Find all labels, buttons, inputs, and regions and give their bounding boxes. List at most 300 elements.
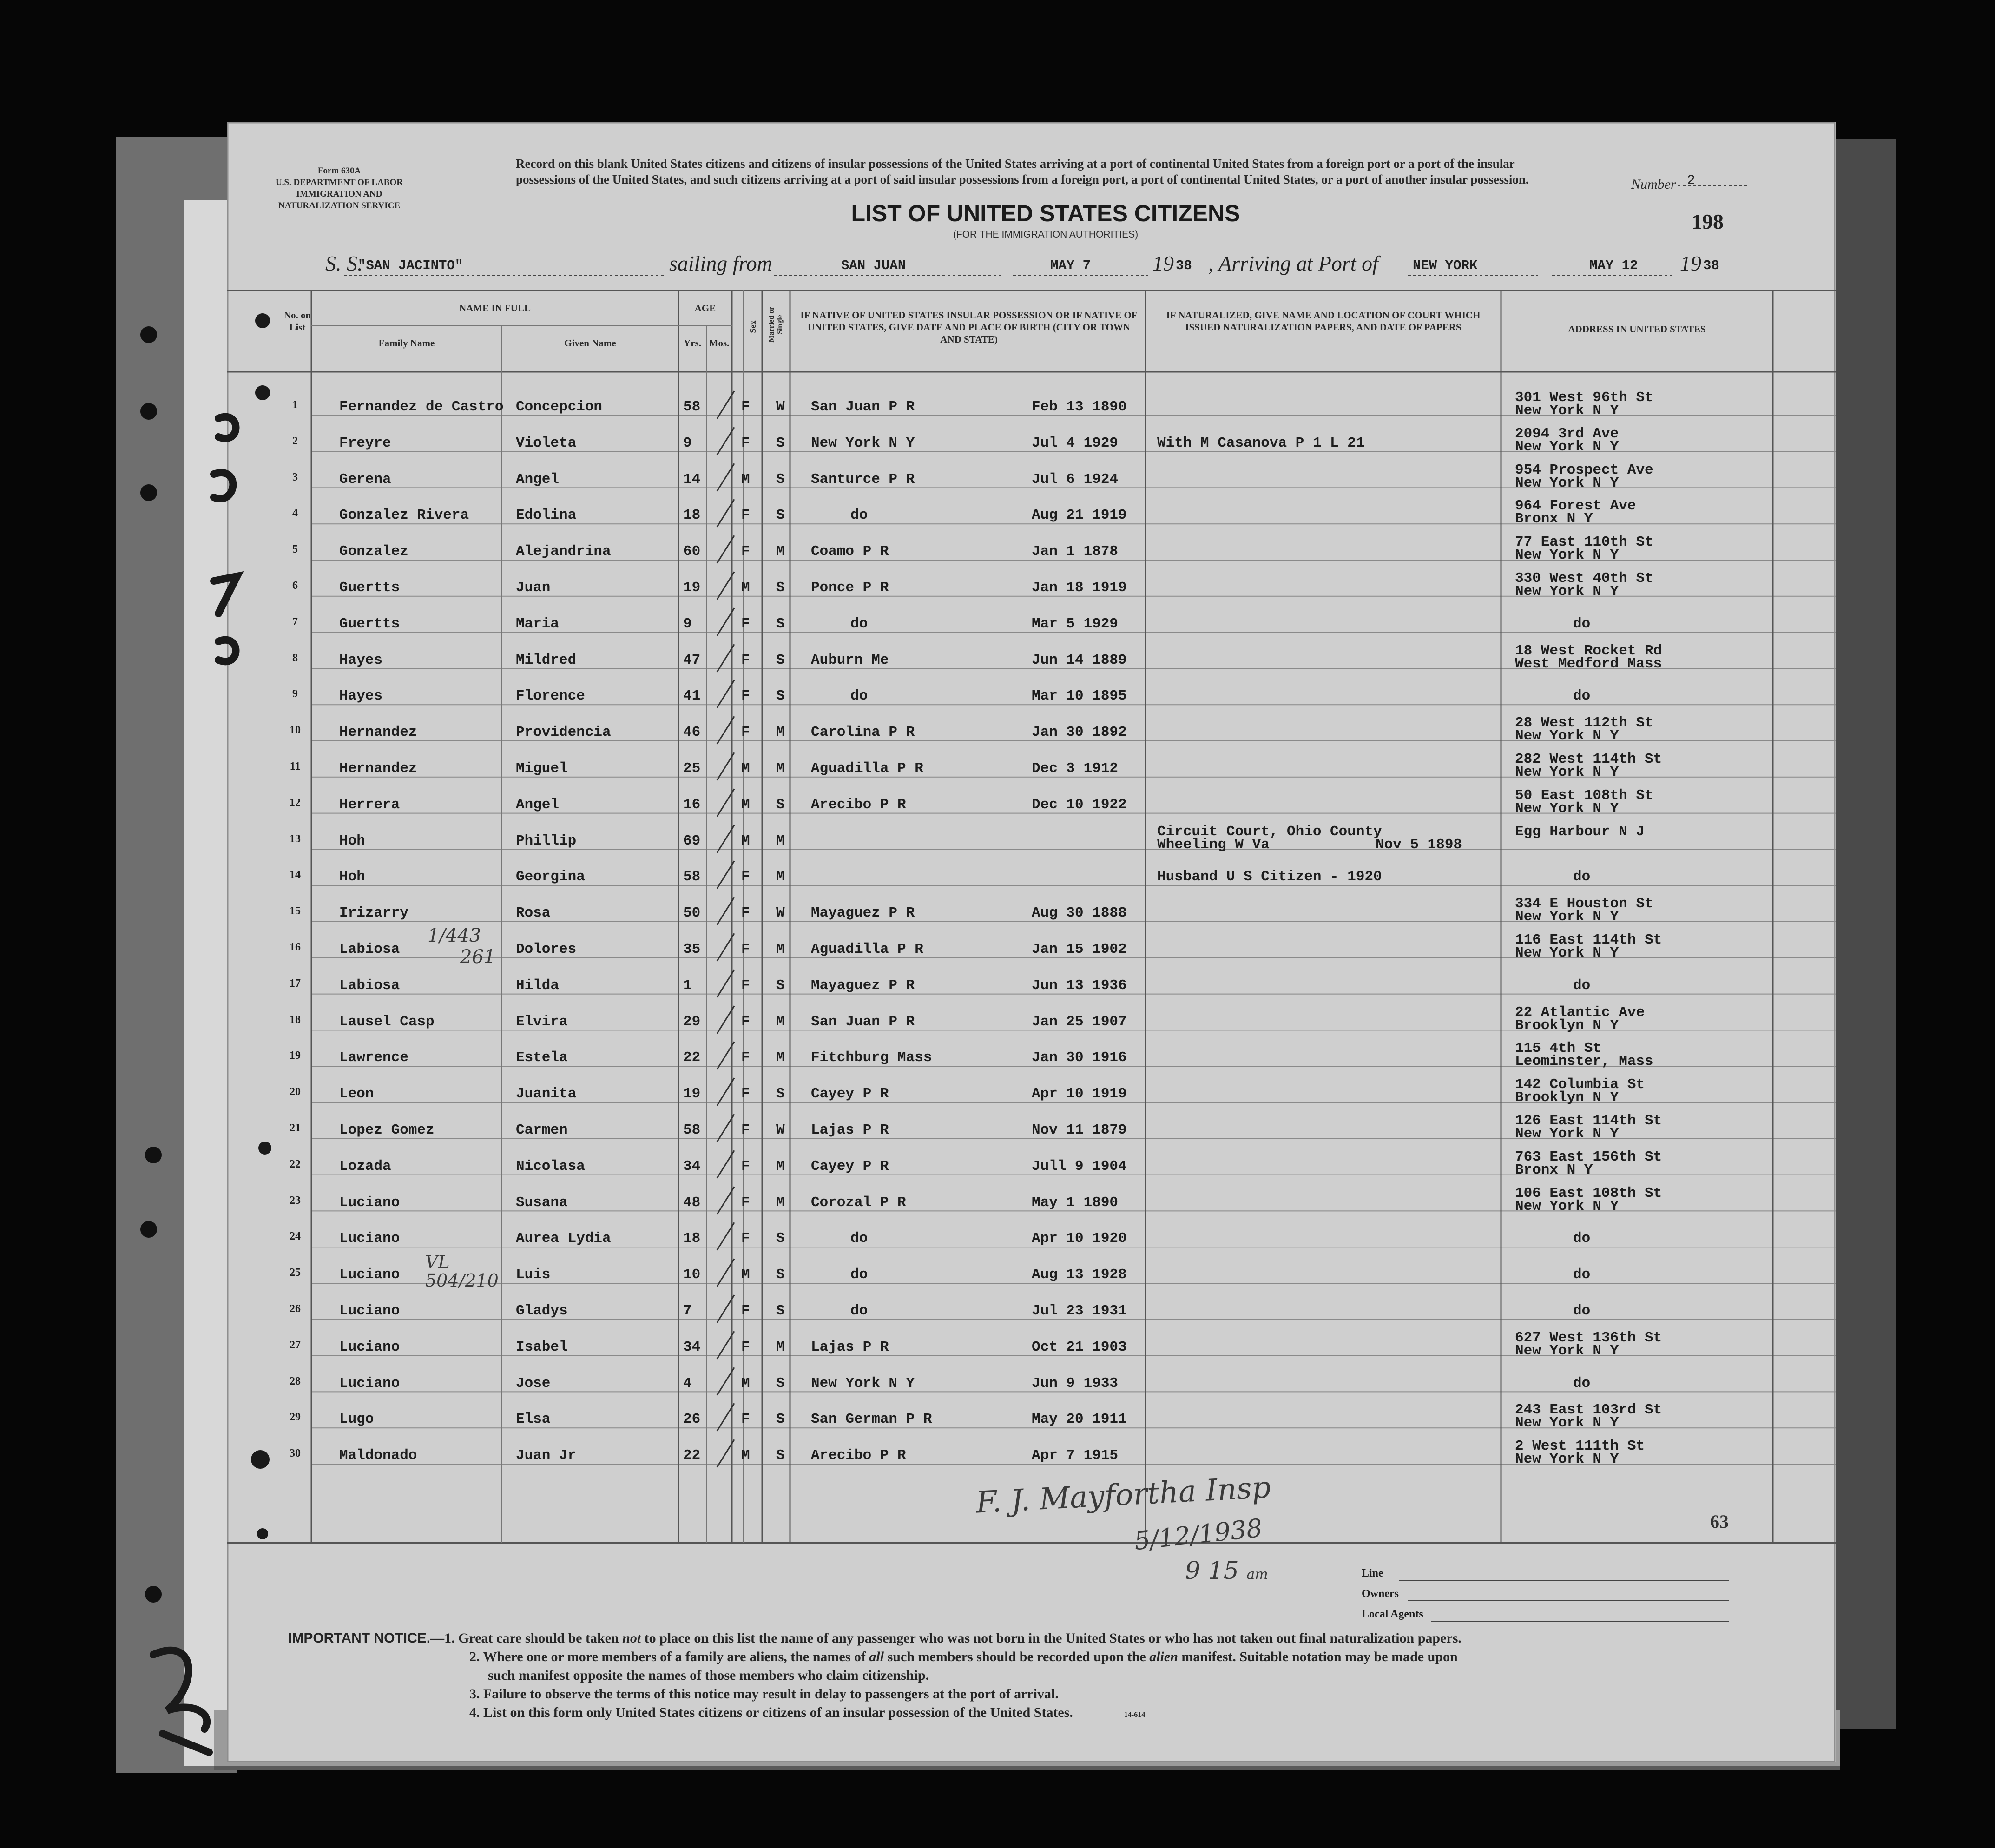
cell-marital-status: S [776,688,785,705]
cell-sex: F [741,1122,750,1138]
cell-sex: F [741,1339,750,1355]
cell-given-name: Angel [516,796,560,813]
cell-row-number: 27 [290,1339,301,1351]
cell-birth-place: San Juan P R [811,399,915,415]
cell-age-years: 58 [683,399,701,415]
cell-marital-status: S [776,471,785,488]
col-header-birth: IF NATIVE OF UNITED STATES INSULAR POSSESSION OR IF NATIVE OF UNITED STATES, GIVE DATE AND PLACE OF BIRTH (CITY OR TOWN AND STATE) [800,310,1138,345]
col-header-age: AGE [694,303,716,314]
cell-birth-date: May 1 1890 [1032,1194,1119,1211]
cell-age-years: 69 [683,832,701,849]
cell-age-years: 29 [683,1013,701,1030]
cell-birth-date: Jun 14 1889 [1032,652,1127,668]
arrival-port: NEW YORK [1413,258,1478,273]
cell-family-name: Guertts [339,580,400,596]
cell-marital-status: S [776,1267,785,1283]
cell-address-line-2: Leominster, Mass [1515,1053,1653,1070]
cell-birth-date: Jul 6 1924 [1032,471,1119,488]
cell-given-name: Isabel [516,1339,568,1355]
cell-family-name: Luciano [339,1303,400,1319]
cell-address-line-2: New York N Y [1515,1451,1619,1468]
cell-family-name: Hernandez [339,760,417,777]
cell-family-name: Luciano [339,1194,400,1211]
cell-naturalization-location: Wheeling W Va [1157,836,1270,853]
notice-item-2-b: such members should be recorded upon the [884,1649,1150,1664]
cell-birth-date: Jul 23 1931 [1032,1303,1127,1319]
notice-item-3: 3. Failure to observe the terms of this notice may result in delay to passengers at the port of arrival. [469,1686,1059,1702]
cell-birth-place: do [850,1303,868,1319]
cell-birth-place: Santurce P R [811,471,915,488]
cell-row-number: 18 [290,1013,301,1026]
cell-birth-date: Aug 21 1919 [1032,507,1127,524]
cell-birth-place: Mayaguez P R [811,905,915,922]
cell-address-line-1: 763 East 156th St [1515,1148,1662,1165]
cell-address-line-1: 106 East 108th St [1515,1185,1662,1201]
col-header-no: No. on List [283,310,311,333]
department-name: U.S. DEPARTMENT OF LABOR [276,178,403,187]
cell-address-line-1: 954 Prospect Ave [1515,462,1653,478]
note-row25-top: VL [425,1252,450,1272]
note-row25-bottom: 504/210 [425,1270,499,1291]
cell-given-name: Angel [516,471,560,488]
cell-row-number: 24 [290,1230,301,1243]
cell-address-line-1: 126 East 114th St [1515,1113,1662,1129]
notice-item-4 [288,1703,1761,1724]
cell-given-name: Gladys [516,1303,568,1319]
cell-sex: F [741,977,750,994]
number-label: Number [1631,177,1676,192]
cell-birth-place: do [850,688,868,705]
cell-birth-date: Aug 13 1928 [1032,1267,1127,1283]
cell-sex: F [741,724,750,741]
cell-address-line-2: Bronx N Y [1515,1162,1593,1178]
cell-family-name: Labiosa [339,977,400,994]
cell-address-line-1: do [1573,1230,1591,1247]
cell-sex: F [741,615,750,632]
departure-port: SAN JUAN [841,258,906,273]
cell-marital-status: S [776,1447,785,1464]
cell-age-years: 26 [683,1411,701,1428]
cell-birth-place: Mayaguez P R [811,977,915,994]
form-instruction: Record on this blank United States citizens and citizens of insular possessions of the United States arriving at a port of continental United States from a foreign port or a port of the insular possessions of the United States, and such citizens arriving at a port of said insular possessions from a foreign port, a port of continental United States, or a port of another insular possession. [516,157,1529,186]
notice-item-2-em2: alien [1149,1649,1178,1664]
cell-family-name: Herrera [339,796,400,813]
cell-address-line-1: 334 E Houston St [1515,896,1653,912]
cell-address-line-1: do [1573,688,1591,705]
cell-row-number: 16 [290,941,301,953]
cell-row-number: 9 [292,688,298,700]
cell-row-number: 23 [290,1194,301,1207]
cell-birth-place: Corozal P R [811,1194,906,1211]
cell-age-years: 9 [683,435,692,451]
cell-age-years: 58 [683,869,701,885]
cell-birth-date: Mar 5 1929 [1032,615,1119,632]
cell-age-years: 14 [683,471,701,488]
notice-heading: IMPORTANT NOTICE. [288,1630,431,1646]
cell-sex: F [741,435,750,451]
cell-address-line-1: do [1573,615,1591,632]
cell-marital-status: M [776,1049,785,1066]
cell-address-line-1: 115 4th St [1515,1040,1602,1057]
cell-age-years: 19 [683,580,701,596]
cell-age-years: 46 [683,724,701,741]
cell-birth-date: Apr 10 1919 [1032,1086,1127,1102]
cell-address-line-2: New York N Y [1515,909,1619,925]
cell-row-number: 17 [290,977,301,990]
cell-age-years: 18 [683,1230,701,1247]
cell-marital-status: M [776,832,785,849]
cell-marital-status: W [776,399,785,415]
cell-sex: F [741,1049,750,1066]
cell-birth-place: Cayey P R [811,1086,889,1102]
cell-address-line-2: New York N Y [1515,1342,1619,1359]
cell-address-line-2: Bronx N Y [1515,511,1593,528]
cell-sex: F [741,1086,750,1102]
cell-address-line-2: West Medford Mass [1515,655,1662,672]
cell-address-line-1: 28 West 112th St [1515,715,1653,732]
cell-marital-status: M [776,1013,785,1030]
cell-family-name: Luciano [339,1230,400,1247]
cell-given-name: Providencia [516,724,611,741]
cell-given-name: Luis [516,1267,551,1283]
arrival-year: 38 [1703,258,1719,273]
cell-family-name: Luciano [339,1375,400,1392]
cell-family-name: Lausel Casp [339,1013,435,1030]
cell-birth-place: Auburn Me [811,652,889,668]
cell-family-name: Hayes [339,652,383,668]
cell-birth-date: Jan 25 1907 [1032,1013,1127,1030]
cell-birth-date: Jan 30 1892 [1032,724,1127,741]
cell-family-name: Leon [339,1086,374,1102]
cell-age-years: 4 [683,1375,692,1392]
cell-birth-place: Lajas P R [811,1122,889,1138]
cell-family-name: Guertts [339,615,400,632]
cell-birth-date: Dec 3 1912 [1032,760,1119,777]
cell-birth-place: Carolina P R [811,724,915,741]
cell-marital-status: M [776,941,785,957]
cell-given-name: Concepcion [516,399,603,415]
cell-family-name: Freyre [339,435,391,451]
cell-family-name: Gonzalez [339,543,408,560]
cell-sex: M [741,760,750,777]
cell-given-name: Nicolasa [516,1158,585,1175]
cell-birth-place: New York N Y [811,1375,915,1392]
form-number: Form 630A [317,166,361,176]
cell-marital-status: M [776,1194,785,1211]
col-header-yrs: Yrs. [684,337,701,349]
cell-address-line-1: 627 West 136th St [1515,1329,1662,1346]
cell-age-years: 18 [683,507,701,524]
cell-row-number: 11 [290,760,301,772]
cell-age-years: 22 [683,1049,701,1066]
notice-item-1-b: to place on this list the name of any passenger who was not born in the United States or who has not taken out final naturalization papers. [641,1630,1462,1646]
cell-sex: M [741,580,750,596]
cell-age-years: 60 [683,543,701,560]
col-header-given-name: Given Name [564,337,616,349]
cell-birth-place: Aguadilla P R [811,941,923,957]
cell-row-number: 29 [290,1411,301,1424]
cell-birth-place: Arecibo P R [811,796,906,813]
cell-row-number: 28 [290,1375,301,1387]
cell-row-number: 30 [290,1447,301,1460]
cell-address-line-1: 330 West 40th St [1515,570,1653,587]
cell-given-name: Dolores [516,941,577,957]
sailing-from-label: sailing from [669,251,772,275]
cell-marital-status: M [776,543,785,560]
cell-address-line-2: New York N Y [1515,475,1619,491]
cell-birth-date: May 20 1911 [1032,1411,1127,1428]
cell-address-line-1: 282 West 114th St [1515,751,1662,767]
cell-birth-place: Fitchburg Mass [811,1049,932,1066]
ss-label: S. S. [325,251,363,275]
cell-address-line-2: New York N Y [1515,728,1619,745]
cell-row-number: 7 [292,615,298,628]
inspector-signature: F. J. Mayfortha Insp [975,1470,1272,1520]
cell-family-name: Hoh [339,869,365,885]
cell-address-line-1: 2094 3rd Ave [1515,425,1619,442]
cell-row-number: 3 [292,471,298,483]
cell-naturalization-court: Circuit Court, Ohio County [1157,823,1382,840]
cell-marital-status: S [776,1086,785,1102]
cell-given-name: Georgina [516,869,585,885]
handwritten-note-row16 [428,925,495,968]
cell-marital-status: S [776,1303,785,1319]
cell-address-line-2: New York N Y [1515,1198,1619,1214]
cell-marital-status: M [776,1158,785,1175]
footer-page-number: 63 [1710,1511,1729,1532]
document-title: LIST OF UNITED STATES CITIZENS [851,200,1240,226]
arriving-label: , Arriving at Port of [1208,251,1378,275]
cell-sex: F [741,1411,750,1428]
cell-family-name: Irizarry [339,905,408,922]
cell-sex: F [741,905,750,922]
cell-address-line-2: New York N Y [1515,764,1619,780]
cell-sex: F [741,399,750,415]
document-subtitle: (FOR THE IMMIGRATION AUTHORITIES) [953,229,1139,240]
notice-item-2-a: 2. Where one or more members of a family are aliens, the names of [469,1649,869,1664]
cell-sex: M [741,1267,750,1283]
col-header-naturalized: IF NATURALIZED, GIVE NAME AND LOCATION OF COURT WHICH ISSUED NATURALIZATION PAPERS, AND DATE OF PAPERS [1166,310,1481,333]
cell-given-name: Susana [516,1194,568,1211]
cell-birth-place: San Juan P R [811,1013,915,1030]
cell-birth-place: Cayey P R [811,1158,889,1175]
cell-address-line-1: 964 Forest Ave [1515,498,1636,515]
cell-address-line-1: 50 East 108th St [1515,787,1653,804]
cell-marital-status: S [776,796,785,813]
cell-birth-date: Jan 30 1916 [1032,1049,1127,1066]
cell-row-number: 13 [290,832,301,845]
cell-marital-status: S [776,1375,785,1392]
cell-age-years: 19 [683,1086,701,1102]
cell-birth-date: Jul 4 1929 [1032,435,1119,451]
important-notice [288,1629,1761,1724]
cell-address-line-1: 243 East 103rd St [1515,1402,1662,1419]
cell-row-number: 22 [290,1158,301,1170]
cell-birth-date: Jan 1 1878 [1032,543,1119,560]
cell-sex: M [741,1375,750,1392]
page-number: 198 [1692,210,1724,233]
handwritten-note-row25 [425,1253,499,1290]
cell-address-line-2: New York N Y [1515,1415,1619,1432]
cell-family-name: Hayes [339,688,383,705]
cell-given-name: Juan [516,580,551,596]
cell-given-name: Aurea Lydia [516,1230,611,1247]
notice-item-2 [288,1648,1761,1666]
cell-age-years: 41 [683,688,701,705]
cell-given-name: Violeta [516,435,577,451]
col-header-mos: Mos. [709,337,730,349]
cell-age-years: 10 [683,1267,701,1283]
notice-item-1 [288,1629,1761,1648]
cell-row-number: 15 [290,905,301,917]
cell-given-name: Hilda [516,977,560,994]
cell-sex: F [741,1230,750,1247]
cell-given-name: Juan Jr [516,1447,577,1464]
signature-time [1185,1557,1268,1585]
cell-age-years: 47 [683,652,701,668]
cell-sex: M [741,471,750,488]
cell-sex: M [741,796,750,813]
service-name-1: IMMIGRATION AND [296,189,382,199]
cell-row-number: 6 [292,580,298,592]
cell-age-years: 25 [683,760,701,777]
cell-birth-date: Aug 30 1888 [1032,905,1127,922]
departure-date: MAY 7 [1050,258,1091,273]
cell-family-name: Labiosa [339,941,400,957]
cell-given-name: Juanita [516,1086,577,1102]
cell-family-name: Gerena [339,471,391,488]
cell-address-line-1: do [1573,869,1591,885]
cell-row-number: 14 [290,869,301,881]
cell-address-line-2: Brooklyn N Y [1515,1089,1619,1106]
cell-birth-place: do [850,1230,868,1247]
cell-address-line-1: 2 West 111th St [1515,1438,1645,1455]
ship-name: "SAN JACINTO" [358,258,463,273]
cell-given-name: Maria [516,615,560,632]
cell-address-line-1: do [1573,1267,1591,1283]
form-identifier [251,165,428,211]
cell-address-line-1: 22 Atlantic Ave [1515,1004,1645,1021]
cell-age-years: 7 [683,1303,692,1319]
notice-item-1-em: not [622,1630,641,1646]
cell-marital-status: S [776,435,785,451]
cell-row-number: 2 [292,435,298,447]
cell-given-name: Estela [516,1049,568,1066]
notice-item-2-continued: such manifest opposite the names of those members who claim citizenship. [488,1668,929,1683]
cell-birth-date: Jan 15 1902 [1032,941,1127,957]
cell-naturalization-court: Husband U S Citizen - 1920 [1157,869,1382,885]
cell-birth-place: Coamo P R [811,543,889,560]
signature-time-value: 9 15 [1185,1557,1239,1585]
cell-row-number: 5 [292,543,298,556]
cell-birth-place: Ponce P R [811,580,889,596]
cell-birth-date: Jun 13 1936 [1032,977,1127,994]
cell-birth-date: Jull 9 1904 [1032,1158,1127,1175]
cell-birth-place: San German P R [811,1411,932,1428]
cell-marital-status: S [776,652,785,668]
cell-given-name: Edolina [516,507,577,524]
cell-family-name: Fernandez de Castro [339,399,504,415]
cell-birth-date: Jan 18 1919 [1032,580,1127,596]
cell-sex: F [741,688,750,705]
cell-birth-date: Dec 10 1922 [1032,796,1127,813]
cell-family-name: Lozada [339,1158,391,1175]
cell-given-name: Jose [516,1375,551,1392]
cell-address-line-2: New York N Y [1515,583,1619,600]
notice-item-2-c: manifest. Suitable notation may be made upon [1178,1649,1458,1664]
notice-item-4-text: 4. List on this form only United States citizens or citizens of an insular possession of the United States. [469,1705,1073,1720]
cell-birth-place: Arecibo P R [811,1447,906,1464]
col-header-name-in-full: NAME IN FULL [459,303,531,314]
year-prefix-arrive: 19 [1680,251,1701,275]
cell-birth-date: Oct 21 1903 [1032,1339,1127,1355]
cell-marital-status: S [776,1411,785,1428]
cell-address-line-2: New York N Y [1515,547,1619,564]
cell-family-name: Lawrence [339,1049,408,1066]
cell-row-number: 26 [290,1303,301,1315]
cell-given-name: Carmen [516,1122,568,1138]
cell-sex: F [741,543,750,560]
cell-row-number: 10 [290,724,301,737]
col-header-sex: Sex [748,320,757,333]
cell-address-line-2: New York N Y [1515,438,1619,455]
cell-family-name: Luciano [339,1339,400,1355]
cell-age-years: 9 [683,615,692,632]
cell-family-name: Hernandez [339,724,417,741]
cell-marital-status: S [776,580,785,596]
cell-family-name: Lugo [339,1411,374,1428]
cell-birth-date: Nov 11 1879 [1032,1122,1127,1138]
cell-birth-place: do [850,1267,868,1283]
cell-birth-place: do [850,507,868,524]
cell-address-line-2: New York N Y [1515,800,1619,817]
col-header-address: ADDRESS IN UNITED STATES [1568,323,1706,335]
print-code: 14-614 [1124,1711,1146,1719]
cell-address-line-1: 301 West 96th St [1515,389,1653,406]
cell-family-name: Luciano [339,1267,400,1283]
cell-address-line-2: New York N Y [1515,403,1619,419]
cell-row-number: 8 [292,652,298,664]
cell-age-years: 35 [683,941,701,957]
cell-marital-status: M [776,1339,785,1355]
cell-age-years: 50 [683,905,701,922]
cell-address-line-2: New York N Y [1515,945,1619,961]
cell-naturalization-date: Nov 5 1898 [1376,836,1462,853]
cell-row-number: 21 [290,1122,301,1134]
cell-sex: F [741,652,750,668]
cell-birth-place: do [850,615,868,632]
signature-time-suffix: am [1246,1566,1268,1583]
cell-marital-status: S [776,1230,785,1247]
cell-address-line-2: New York N Y [1515,1126,1619,1142]
cell-address-line-1: 77 East 110th St [1515,534,1653,551]
cell-given-name: Alejandrina [516,543,611,560]
cell-birth-date: Jun 9 1933 [1032,1375,1119,1392]
cell-marital-status: S [776,507,785,524]
cell-sex: F [741,1013,750,1030]
cell-birth-place: Aguadilla P R [811,760,923,777]
note-row16-top: 1/443 [428,925,481,946]
cell-family-name: Gonzalez Rivera [339,507,469,524]
cell-marital-status: M [776,724,785,741]
cell-sex: F [741,941,750,957]
year-prefix-depart: 19 [1152,251,1174,275]
cell-given-name: Mildred [516,652,577,668]
notice-item-1-a: —1. Great care should be taken [430,1630,623,1646]
cell-marital-status: W [776,1122,785,1138]
cell-age-years: 1 [683,977,692,994]
cell-birth-place: New York N Y [811,435,915,451]
